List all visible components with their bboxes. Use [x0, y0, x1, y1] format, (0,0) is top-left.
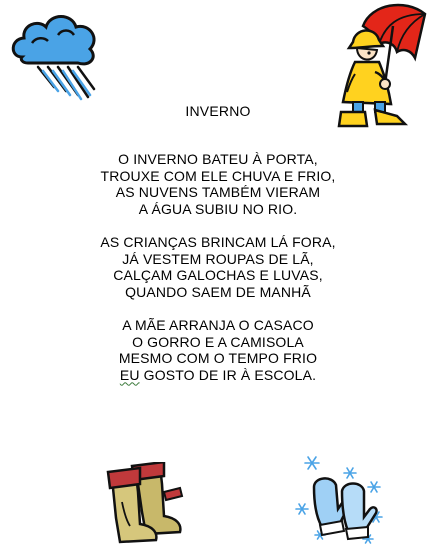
mittens-icon — [292, 447, 388, 545]
poem-line: A ÁGUA SUBIU NO RIO. — [138, 200, 298, 217]
poem-line: AS NUVENS TAMBÉM VIERAM — [115, 184, 321, 200]
poem-line: JÁ VESTEM ROUPAS DE LÃ, — [122, 250, 314, 267]
stanza-1 — [0, 151, 436, 217]
stanza-3 — [0, 317, 436, 383]
rain-boots-icon — [102, 462, 188, 544]
rain-cloud-icon — [8, 5, 100, 103]
stanza-2 — [0, 234, 436, 300]
poem-line: QUANDO SAEM DE MANHÃ — [125, 283, 311, 300]
poem-line: O GORRO E A CAMISOLA — [132, 333, 304, 350]
poem-body — [0, 151, 436, 400]
poem-line: O INVERNO BATEU À PORTA, — [118, 151, 318, 167]
poem-line-rest: GOSTO DE IR À ESCOLA. — [139, 366, 317, 383]
poem-line: MESMO COM O TEMPO FRIO — [118, 350, 318, 366]
poem-line: TROUXE COM ELE CHUVA E FRIO, — [100, 167, 336, 184]
spellcheck-flagged-word[interactable]: EU — [119, 366, 140, 383]
poem-line: CALÇAM GALOCHAS E LUVAS, — [113, 267, 323, 283]
poem-line: A MÃE ARRANJA O CASACO — [122, 317, 314, 333]
poem-title: INVERNO — [185, 103, 251, 119]
poem-line-last — [0, 367, 436, 384]
poem-line: AS CRIANÇAS BRINCAM LÁ FORA, — [100, 234, 336, 250]
